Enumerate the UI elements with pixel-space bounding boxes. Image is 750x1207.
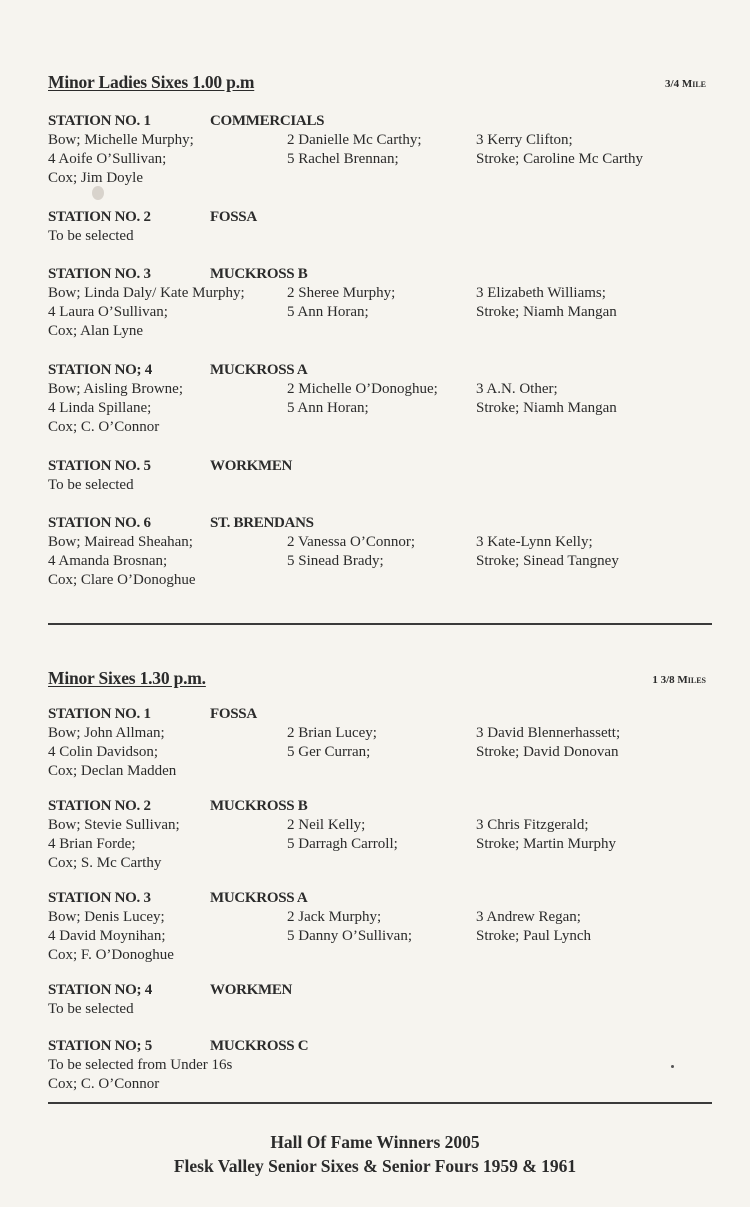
crew-row	[48, 533, 712, 552]
crew-member: 2 Neil Kelly;	[287, 817, 366, 833]
crew-member: Stroke; Sinead Tangney	[476, 553, 619, 569]
crew-row	[48, 571, 712, 590]
cox: Cox; C. O’Connor	[48, 419, 160, 435]
crew-row	[48, 743, 712, 762]
station-number: STATION NO; 4	[48, 982, 152, 998]
station-block	[48, 112, 712, 188]
crew-member: 3 Kate-Lynn Kelly;	[476, 534, 593, 550]
crew-member: 3 Elizabeth Williams;	[476, 285, 606, 301]
race-header	[48, 72, 712, 96]
club-name: MUCKROSS B	[210, 798, 308, 814]
footer-line-2: Flesk Valley Senior Sixes & Senior Fours 1959 & 1961	[173, 1156, 577, 1176]
crew-row	[48, 854, 712, 873]
station-block	[48, 981, 712, 1019]
crew-member: 4 Colin Davidson;	[48, 744, 159, 760]
station-block	[48, 457, 712, 495]
print-speck	[671, 1065, 674, 1068]
crew-member: Stroke; Caroline Mc Carthy	[476, 151, 644, 167]
crew-member: 3 Chris Fitzgerald;	[476, 817, 589, 833]
crew-row	[48, 418, 712, 437]
crew-row	[48, 284, 712, 303]
station-number: STATION NO. 6	[48, 515, 151, 531]
crew-member: 2 Jack Murphy;	[287, 909, 382, 925]
crew-status: To be selected from Under 16s	[48, 1057, 233, 1073]
crew-row	[48, 150, 712, 169]
station-number: STATION NO. 1	[48, 113, 151, 129]
crew-row	[48, 762, 712, 781]
crew-member: 5 Ann Horan;	[287, 400, 369, 416]
crew-member: 2 Michelle O’Donoghue;	[287, 381, 438, 397]
station-number: STATION NO. 3	[48, 266, 151, 282]
station-block	[48, 514, 712, 590]
station-block	[48, 265, 712, 341]
crew-row	[48, 816, 712, 835]
crew-member: 4 Aoife O’Sullivan;	[48, 151, 167, 167]
crew-status: To be selected	[48, 477, 134, 493]
crew-row	[48, 322, 712, 341]
crew-member: Stroke; Niamh Mangan	[476, 304, 617, 320]
crew-row	[48, 946, 712, 965]
crew-member: Bow; John Allman;	[48, 725, 165, 741]
crew-member: 3 A.N. Other;	[476, 381, 558, 397]
crew-member: Bow; Denis Lucey;	[48, 909, 165, 925]
club-name: MUCKROSS A	[210, 890, 308, 906]
race-header	[48, 668, 712, 692]
crew-row	[48, 380, 712, 399]
crew-row	[48, 552, 712, 571]
cox: Cox; Declan Madden	[48, 763, 177, 779]
crew-member: Bow; Mairead Sheahan;	[48, 534, 193, 550]
club-name: FOSSA	[210, 209, 257, 225]
crew-row	[48, 908, 712, 927]
crew-row	[48, 1000, 712, 1019]
crew-member: Bow; Stevie Sullivan;	[48, 817, 180, 833]
crew-member: 2 Brian Lucey;	[287, 725, 377, 741]
crew-member: 2 Danielle Mc Carthy;	[287, 132, 422, 148]
crew-member: Stroke; Martin Murphy	[476, 836, 616, 852]
club-name: WORKMEN	[210, 458, 293, 474]
crew-member: 4 Brian Forde;	[48, 836, 136, 852]
cox: Cox; Jim Doyle	[48, 170, 144, 186]
cox: Cox; Alan Lyne	[48, 323, 143, 339]
station-number: STATION NO. 1	[48, 706, 151, 722]
station-number: STATION NO; 4	[48, 362, 152, 378]
cox: Cox; S. Mc Carthy	[48, 855, 162, 871]
section-divider	[48, 623, 712, 625]
footer-line-1: Hall Of Fame Winners 2005	[270, 1132, 480, 1152]
crew-member: Stroke; Niamh Mangan	[476, 400, 617, 416]
race-minor-sixes	[48, 668, 712, 692]
station-number: STATION NO. 5	[48, 458, 151, 474]
crew-member: 4 Laura O’Sullivan;	[48, 304, 168, 320]
crew-member: 5 Darragh Carroll;	[287, 836, 398, 852]
crew-row	[48, 131, 712, 150]
race-distance: 3/4 Mile	[665, 78, 706, 90]
station-block	[48, 705, 712, 781]
crew-row	[48, 476, 712, 495]
station-block	[48, 208, 712, 246]
crew-status: To be selected	[48, 1001, 134, 1017]
crew-member: 3 Andrew Regan;	[476, 909, 581, 925]
crew-row	[48, 399, 712, 418]
race-title: Minor Sixes 1.30 p.m.	[48, 668, 206, 688]
race-title: Minor Ladies Sixes 1.00 p.m	[48, 72, 255, 92]
station-number: STATION NO. 2	[48, 798, 151, 814]
club-name: MUCKROSS B	[210, 266, 308, 282]
club-name: FOSSA	[210, 706, 257, 722]
crew-member: 3 David Blennerhassett;	[476, 725, 621, 741]
crew-member: 2 Vanessa O’Connor;	[287, 534, 416, 550]
crew-member: 2 Sheree Murphy;	[287, 285, 396, 301]
crew-row	[48, 227, 712, 246]
crew-member: 5 Ger Curran;	[287, 744, 371, 760]
crew-member: Bow; Linda Daly/ Kate Murphy;	[48, 285, 245, 301]
crew-row	[48, 835, 712, 854]
crew-row	[48, 169, 712, 188]
crew-member: 3 Kerry Clifton;	[476, 132, 573, 148]
crew-row	[48, 1056, 712, 1075]
race-minor-ladies-sixes	[48, 72, 712, 96]
section-divider	[48, 1102, 712, 1104]
crew-member: 5 Danny O’Sullivan;	[287, 928, 412, 944]
club-name: ST. BRENDANS	[210, 515, 314, 531]
paper-smudge	[92, 186, 104, 200]
crew-member: 4 Amanda Brosnan;	[48, 553, 168, 569]
crew-status: To be selected	[48, 228, 134, 244]
crew-member: Stroke; David Donovan	[476, 744, 619, 760]
crew-member: 5 Sinead Brady;	[287, 553, 384, 569]
station-block	[48, 361, 712, 437]
crew-member: 4 David Moynihan;	[48, 928, 166, 944]
club-name: MUCKROSS A	[210, 362, 308, 378]
crew-member: Bow; Michelle Murphy;	[48, 132, 194, 148]
crew-member: Stroke; Paul Lynch	[476, 928, 591, 944]
station-block	[48, 797, 712, 873]
station-block	[48, 1037, 712, 1094]
club-name: WORKMEN	[210, 982, 293, 998]
club-name: MUCKROSS C	[210, 1038, 309, 1054]
crew-row	[48, 303, 712, 322]
cox: Cox; Clare O’Donoghue	[48, 572, 196, 588]
station-number: STATION NO; 5	[48, 1038, 152, 1054]
crew-member: Bow; Aisling Browne;	[48, 381, 184, 397]
station-number: STATION NO. 2	[48, 209, 151, 225]
crew-member: 5 Rachel Brennan;	[287, 151, 399, 167]
crew-row	[48, 724, 712, 743]
crew-row	[48, 1075, 712, 1094]
crew-member: 4 Linda Spillane;	[48, 400, 152, 416]
cox: Cox; C. O’Connor	[48, 1076, 160, 1092]
crew-row	[48, 927, 712, 946]
cox: Cox; F. O’Donoghue	[48, 947, 174, 963]
crew-member: 5 Ann Horan;	[287, 304, 369, 320]
station-number: STATION NO. 3	[48, 890, 151, 906]
race-distance: 1 3/8 Miles	[652, 674, 706, 686]
station-block	[48, 889, 712, 965]
club-name: COMMERCIALS	[210, 113, 325, 129]
